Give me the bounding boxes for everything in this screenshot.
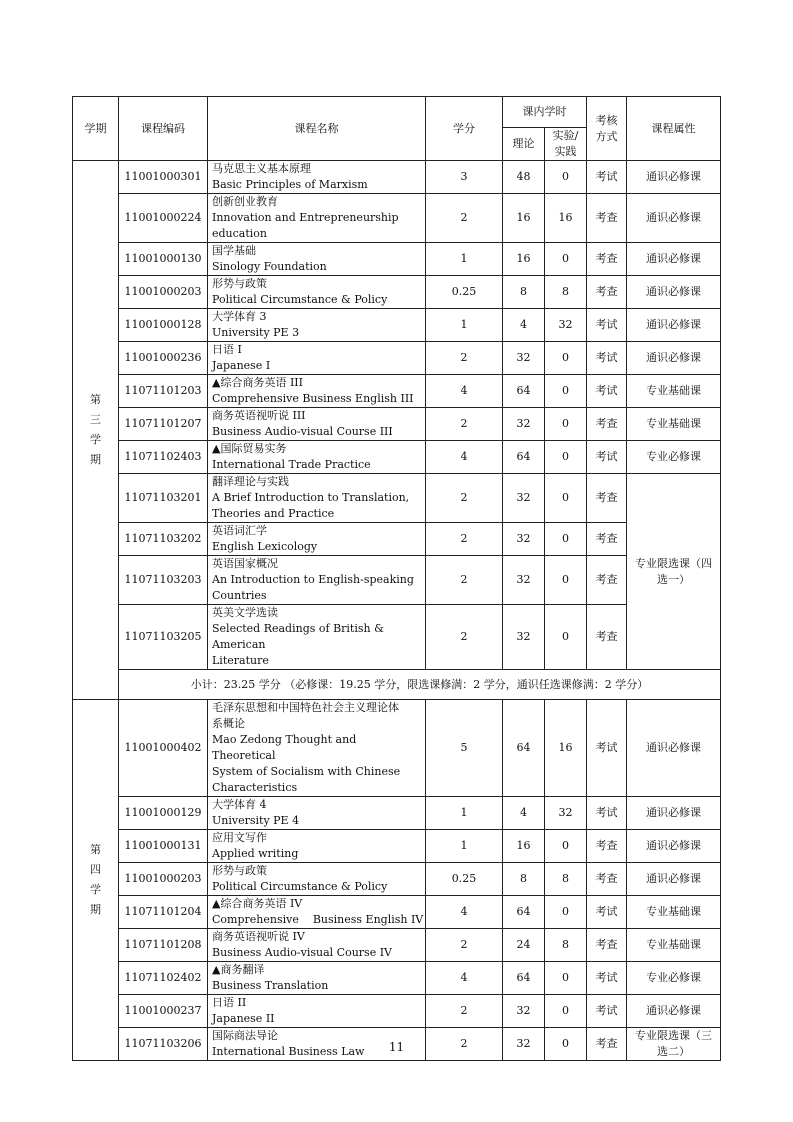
course-code: 11001000128 xyxy=(119,309,208,342)
course-assess: 考查 xyxy=(587,276,627,309)
table-row xyxy=(73,408,721,441)
course-assess: 考试 xyxy=(587,342,627,375)
course-code: 11001000224 xyxy=(119,194,208,243)
course-practice: 32 xyxy=(545,797,587,830)
course-code: 11001000129 xyxy=(119,797,208,830)
course-attr: 专业基础课 xyxy=(627,375,721,408)
course-practice: 8 xyxy=(545,863,587,896)
table-row xyxy=(73,276,721,309)
course-name: 翻译理论与实践 A Brief Introduction to Translation, Theories and Practice xyxy=(208,474,426,523)
course-credit: 2 xyxy=(426,1028,503,1061)
course-name: 商务英语视听说 III Business Audio-visual Course III xyxy=(208,408,426,441)
course-theory: 16 xyxy=(503,830,545,863)
course-credit: 2 xyxy=(426,408,503,441)
course-credit: 4 xyxy=(426,375,503,408)
course-theory: 32 xyxy=(503,474,545,523)
course-credit: 1 xyxy=(426,243,503,276)
course-name: 大学体育 3 University PE 3 xyxy=(208,309,426,342)
course-name: 形势与政策 Political Circumstance & Policy xyxy=(208,276,426,309)
course-attr: 通识必修课 xyxy=(627,161,721,194)
table-row xyxy=(73,863,721,896)
course-code: 11071102402 xyxy=(119,962,208,995)
course-credit: 4 xyxy=(426,441,503,474)
course-assess: 考试 xyxy=(587,375,627,408)
course-theory: 64 xyxy=(503,896,545,929)
table-row xyxy=(73,929,721,962)
course-name: 日语 I Japanese I xyxy=(208,342,426,375)
course-assess: 考试 xyxy=(587,962,627,995)
course-assess: 考查 xyxy=(587,474,627,523)
course-theory: 4 xyxy=(503,309,545,342)
course-attr: 通识必修课 xyxy=(627,830,721,863)
course-theory: 32 xyxy=(503,342,545,375)
subtotal-row xyxy=(73,670,721,700)
course-code: 11001000131 xyxy=(119,830,208,863)
course-code: 11001000130 xyxy=(119,243,208,276)
course-theory: 16 xyxy=(503,243,545,276)
course-theory: 64 xyxy=(503,441,545,474)
course-credit: 2 xyxy=(426,605,503,670)
course-credit: 2 xyxy=(426,474,503,523)
course-credit: 2 xyxy=(426,194,503,243)
course-theory: 32 xyxy=(503,523,545,556)
course-attr: 专业基础课 xyxy=(627,896,721,929)
course-attr: 通识必修课 xyxy=(627,243,721,276)
course-practice: 0 xyxy=(545,375,587,408)
course-assess: 考查 xyxy=(587,556,627,605)
course-name: ▲商务翻译 Business Translation xyxy=(208,962,426,995)
table-row xyxy=(73,962,721,995)
course-name: 国学基础 Sinology Foundation xyxy=(208,243,426,276)
course-theory: 32 xyxy=(503,408,545,441)
course-assess: 考查 xyxy=(587,194,627,243)
course-theory: 8 xyxy=(503,276,545,309)
course-attr: 专业基础课 xyxy=(627,929,721,962)
course-attr: 通识必修课 xyxy=(627,194,721,243)
course-practice: 0 xyxy=(545,161,587,194)
course-assess: 考试 xyxy=(587,441,627,474)
header-assess: 考核 方式 xyxy=(587,97,627,161)
course-practice: 16 xyxy=(545,194,587,243)
course-credit: 1 xyxy=(426,309,503,342)
course-attr: 专业必修课 xyxy=(627,441,721,474)
course-name: 商务英语视听说 IV Business Audio-visual Course IV xyxy=(208,929,426,962)
course-practice: 32 xyxy=(545,309,587,342)
course-name: 创新创业教育 Innovation and Entrepreneurship education xyxy=(208,194,426,243)
header-attr: 课程属性 xyxy=(627,97,721,161)
course-code: 11071101208 xyxy=(119,929,208,962)
subtotal-text: 小计：23.25 学分 （必修课：19.25 学分，限选课修满：2 学分，通识任选课修满：2 学分） xyxy=(119,670,721,700)
elective-attr: 专业限选课（四 选一） xyxy=(627,474,721,670)
course-code: 11071101203 xyxy=(119,375,208,408)
course-assess: 考查 xyxy=(587,408,627,441)
table-row xyxy=(73,375,721,408)
course-code: 11071103206 xyxy=(119,1028,208,1061)
course-credit: 1 xyxy=(426,830,503,863)
course-practice: 0 xyxy=(545,830,587,863)
course-code: 11071103205 xyxy=(119,605,208,670)
course-theory: 32 xyxy=(503,556,545,605)
course-practice: 0 xyxy=(545,556,587,605)
course-attr: 通识必修课 xyxy=(627,700,721,797)
course-practice: 0 xyxy=(545,896,587,929)
course-assess: 考试 xyxy=(587,161,627,194)
course-practice: 0 xyxy=(545,995,587,1028)
course-name: 马克思主义基本原理 Basic Principles of Marxism xyxy=(208,161,426,194)
semester-3-label: 第 三 学 期 xyxy=(73,161,119,700)
table-row xyxy=(73,309,721,342)
course-name: 毛泽东思想和中国特色社会主义理论体 系概论 Mao Zedong Thought and Theoretical System of Socialism with Chinese Characteristics xyxy=(208,700,426,797)
table-row xyxy=(73,523,721,556)
course-code: 11071102403 xyxy=(119,441,208,474)
course-assess: 考查 xyxy=(587,929,627,962)
course-name: ▲综合商务英语 IV Comprehensive Business English IV xyxy=(208,896,426,929)
course-practice: 0 xyxy=(545,605,587,670)
header-credit: 学分 xyxy=(426,97,503,161)
course-credit: 2 xyxy=(426,523,503,556)
table-row xyxy=(73,556,721,605)
course-practice: 0 xyxy=(545,1028,587,1061)
course-credit: 0.25 xyxy=(426,863,503,896)
course-credit: 2 xyxy=(426,929,503,962)
course-name: 应用文写作 Applied writing xyxy=(208,830,426,863)
course-theory: 4 xyxy=(503,797,545,830)
course-code: 11001000402 xyxy=(119,700,208,797)
table-row xyxy=(73,830,721,863)
header-semester: 学期 xyxy=(73,97,119,161)
course-attr: 专业必修课 xyxy=(627,962,721,995)
table-row xyxy=(73,161,721,194)
course-assess: 考查 xyxy=(587,523,627,556)
course-credit: 5 xyxy=(426,700,503,797)
table-row xyxy=(73,995,721,1028)
course-name: 形势与政策 Political Circumstance & Policy xyxy=(208,863,426,896)
course-theory: 64 xyxy=(503,375,545,408)
course-credit: 4 xyxy=(426,896,503,929)
course-practice: 0 xyxy=(545,474,587,523)
course-theory: 8 xyxy=(503,863,545,896)
course-theory: 32 xyxy=(503,995,545,1028)
course-theory: 16 xyxy=(503,194,545,243)
table-row xyxy=(73,896,721,929)
course-theory: 64 xyxy=(503,700,545,797)
course-code: 11071101207 xyxy=(119,408,208,441)
course-attr: 专业基础课 xyxy=(627,408,721,441)
course-credit: 2 xyxy=(426,995,503,1028)
header-theory: 理论 xyxy=(503,128,545,161)
course-name: 英语国家概况 An Introduction to English-speaking Countries xyxy=(208,556,426,605)
course-theory: 32 xyxy=(503,605,545,670)
course-credit: 1 xyxy=(426,797,503,830)
course-credit: 2 xyxy=(426,556,503,605)
course-attr: 通识必修课 xyxy=(627,342,721,375)
course-attr: 通识必修课 xyxy=(627,309,721,342)
course-code: 11071101204 xyxy=(119,896,208,929)
course-name: ▲国际贸易实务 International Trade Practice xyxy=(208,441,426,474)
course-attr: 通识必修课 xyxy=(627,863,721,896)
header-hours: 课内学时 xyxy=(503,97,587,128)
course-credit: 2 xyxy=(426,342,503,375)
course-attr: 通识必修课 xyxy=(627,276,721,309)
table-row xyxy=(73,441,721,474)
course-name: ▲综合商务英语 III Comprehensive Business English III xyxy=(208,375,426,408)
course-practice: 8 xyxy=(545,276,587,309)
course-assess: 考查 xyxy=(587,830,627,863)
course-code: 11001000237 xyxy=(119,995,208,1028)
course-name: 日语 II Japanese II xyxy=(208,995,426,1028)
course-assess: 考试 xyxy=(587,700,627,797)
header-name: 课程名称 xyxy=(208,97,426,161)
course-code: 11071103202 xyxy=(119,523,208,556)
table-row xyxy=(73,194,721,243)
course-practice: 0 xyxy=(545,408,587,441)
course-assess: 考试 xyxy=(587,797,627,830)
course-practice: 0 xyxy=(545,523,587,556)
table-row xyxy=(73,474,721,523)
course-attr: 通识必修课 xyxy=(627,995,721,1028)
course-name: 国际商法导论 International Business Law xyxy=(208,1028,426,1061)
course-credit: 0.25 xyxy=(426,276,503,309)
course-table xyxy=(72,96,721,1061)
page-number: 11 xyxy=(388,1040,405,1054)
course-credit: 4 xyxy=(426,962,503,995)
course-practice: 8 xyxy=(545,929,587,962)
course-credit: 3 xyxy=(426,161,503,194)
course-assess: 考查 xyxy=(587,1028,627,1061)
course-assess: 考查 xyxy=(587,605,627,670)
course-practice: 0 xyxy=(545,441,587,474)
course-practice: 0 xyxy=(545,342,587,375)
course-assess: 考试 xyxy=(587,896,627,929)
course-theory: 48 xyxy=(503,161,545,194)
course-theory: 32 xyxy=(503,1028,545,1061)
course-practice: 0 xyxy=(545,243,587,276)
course-assess: 考查 xyxy=(587,243,627,276)
semester-4-label: 第 四 学 期 xyxy=(73,700,119,1061)
course-practice: 0 xyxy=(545,962,587,995)
table-row xyxy=(73,243,721,276)
course-assess: 考查 xyxy=(587,863,627,896)
course-name: 英语词汇学 English Lexicology xyxy=(208,523,426,556)
header-code: 课程编码 xyxy=(119,97,208,161)
course-code: 11001000301 xyxy=(119,161,208,194)
course-practice: 16 xyxy=(545,700,587,797)
course-theory: 64 xyxy=(503,962,545,995)
course-assess: 考试 xyxy=(587,309,627,342)
table-row xyxy=(73,797,721,830)
course-name: 大学体育 4 University PE 4 xyxy=(208,797,426,830)
course-code: 11001000203 xyxy=(119,276,208,309)
course-name: 英美文学选读 Selected Readings of British & American Literature xyxy=(208,605,426,670)
course-attr: 专业限选课（三 选二） xyxy=(627,1028,721,1061)
course-theory: 24 xyxy=(503,929,545,962)
course-code: 11071103201 xyxy=(119,474,208,523)
course-code: 11001000236 xyxy=(119,342,208,375)
table-row xyxy=(73,700,721,797)
table-row xyxy=(73,342,721,375)
course-code: 11071103203 xyxy=(119,556,208,605)
header-practice: 实验/ 实践 xyxy=(545,128,587,161)
table-row xyxy=(73,605,721,670)
course-assess: 考试 xyxy=(587,995,627,1028)
course-code: 11001000203 xyxy=(119,863,208,896)
course-attr: 通识必修课 xyxy=(627,797,721,830)
